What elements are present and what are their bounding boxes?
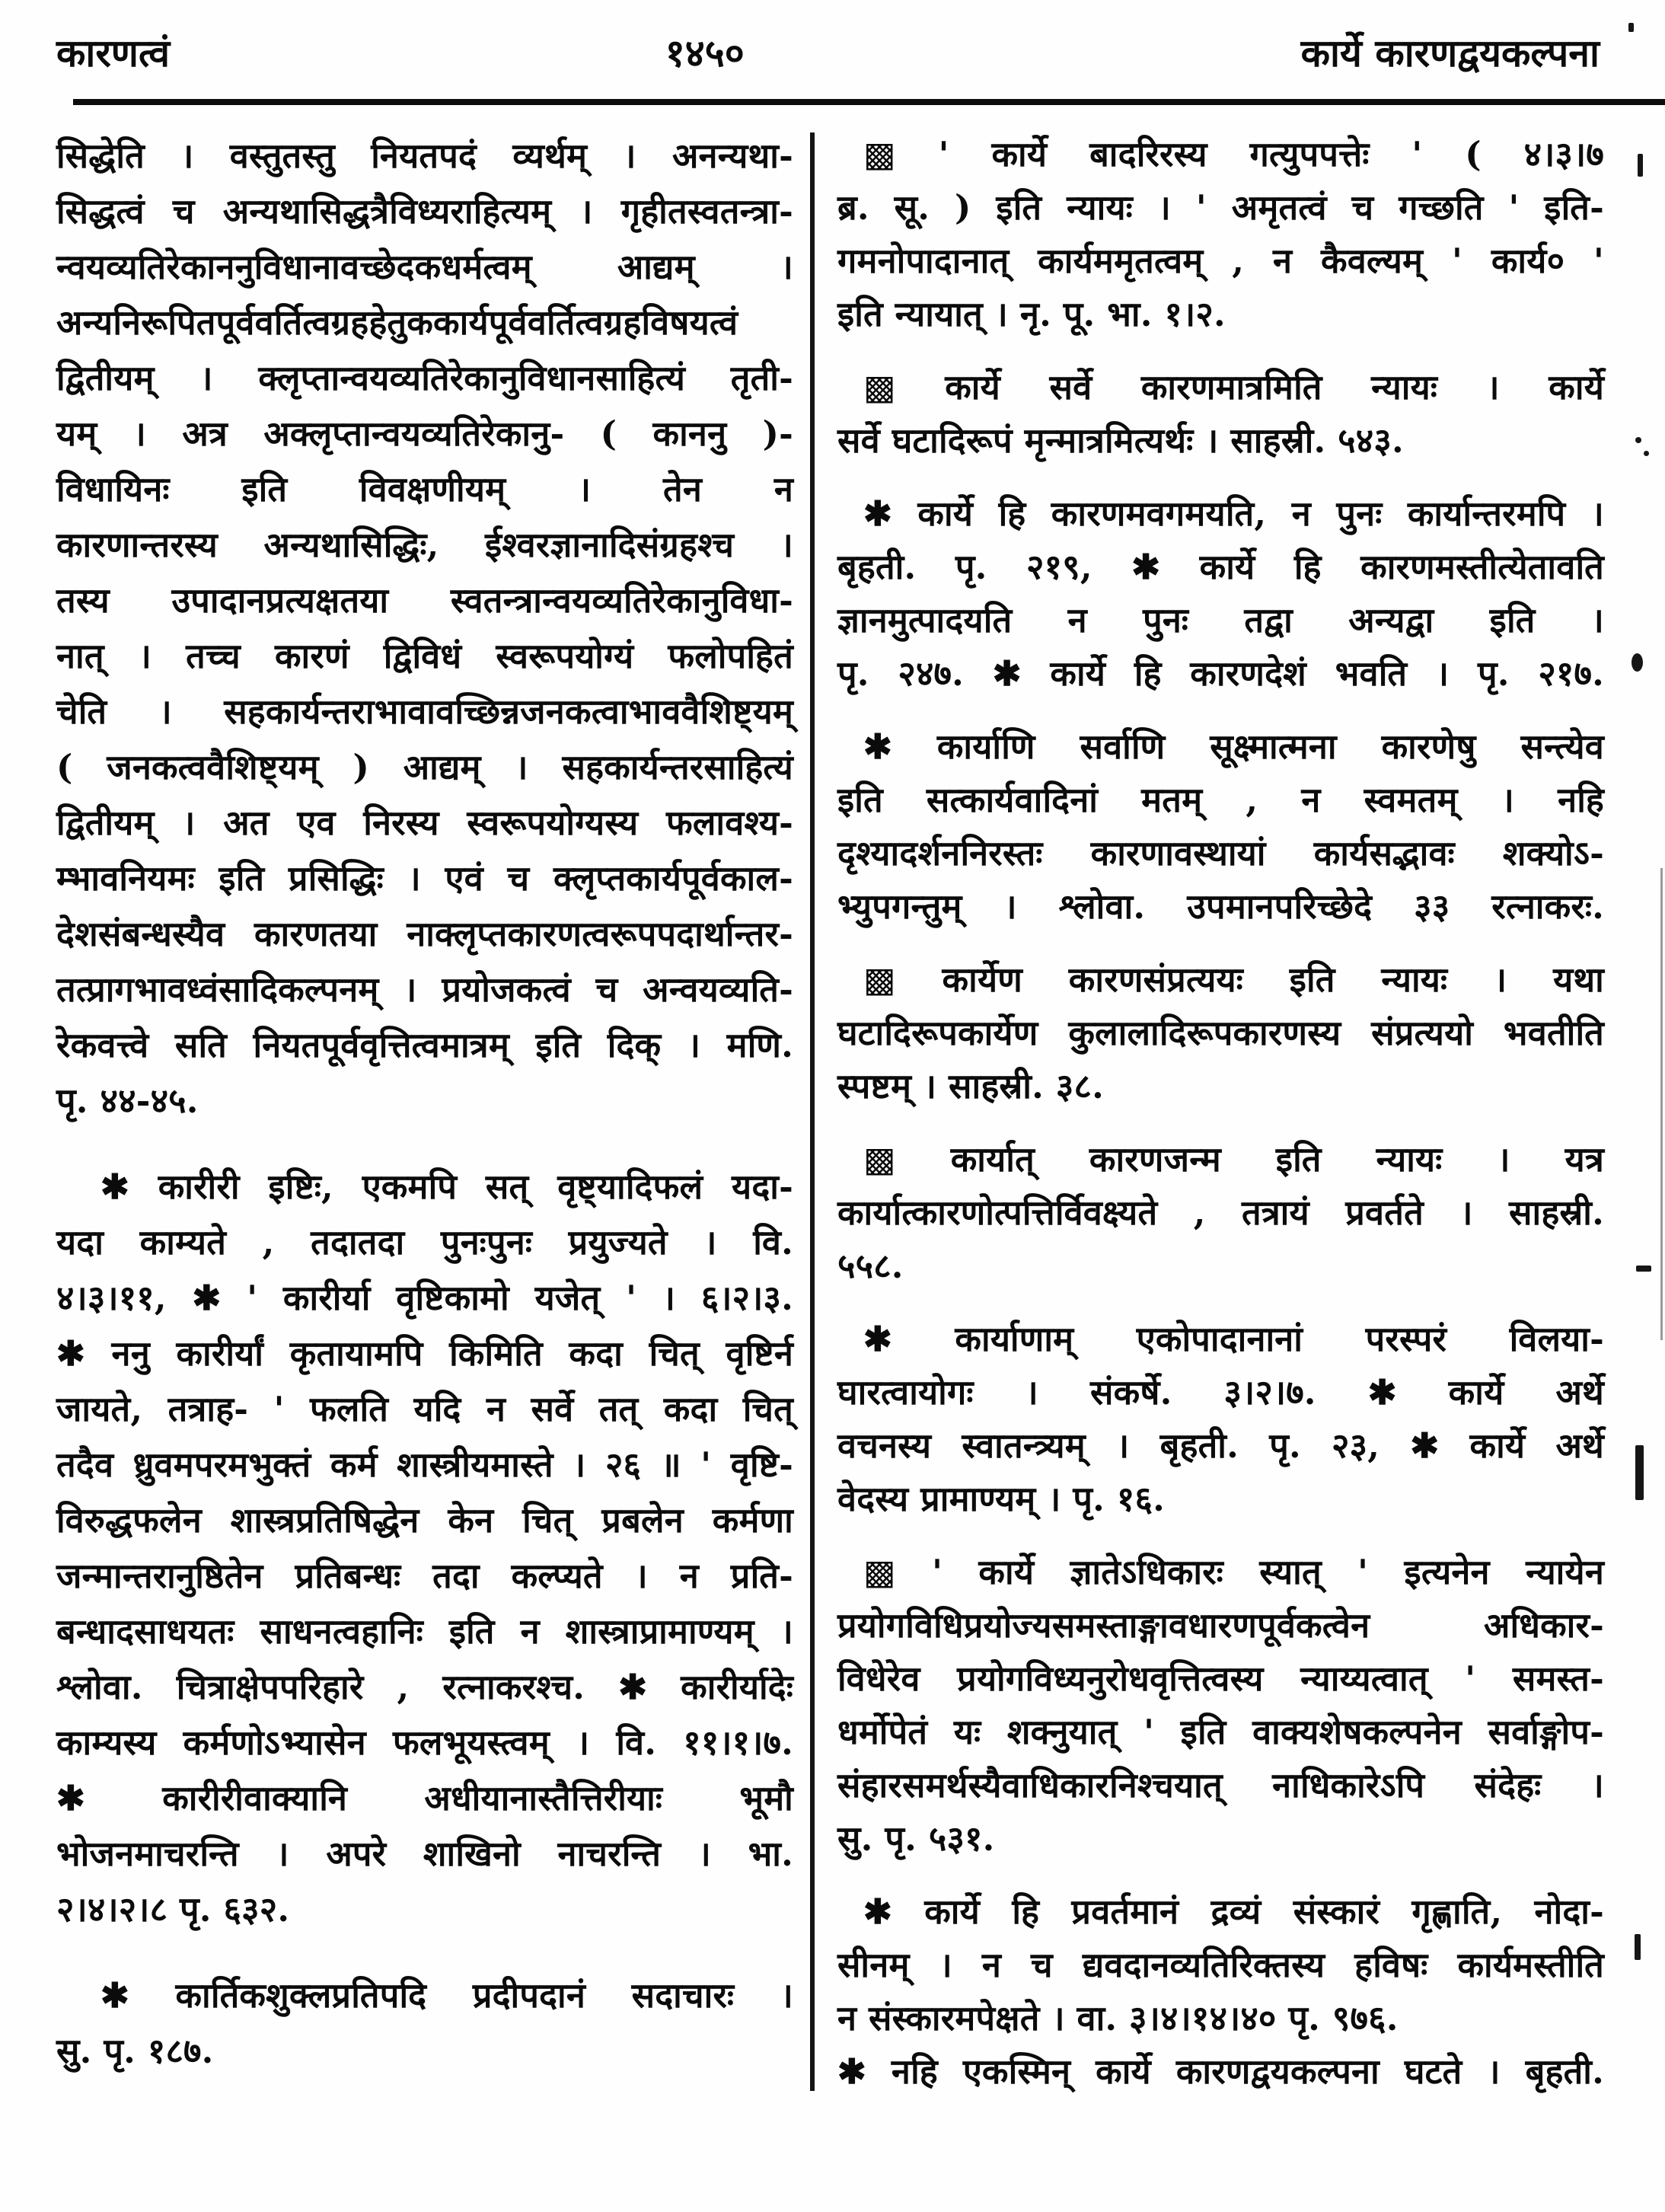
text-line: ✱ कार्याणाम् एकोपादानानां परस्परं विलया-: [863, 1319, 1604, 1359]
text-line: ज्ञानमुत्पादयति न पुनः तद्वा अन्यद्वा इति ।: [837, 600, 1604, 640]
text-line: सु. पृ. १८७.: [56, 2031, 214, 2071]
text-line: विरुद्धफलेन शास्त्रप्रतिषिद्धेन केन चित् प्रबलेन कर्मणा: [56, 1500, 793, 1540]
text-line: द्वितीयम् । क्लृप्तान्वयव्यतिरेकानुविधानसाहित्यं तृती-: [56, 358, 793, 398]
text-line: तस्य उपादानप्रत्यक्षतया स्वतन्त्रान्वयव्यतिरेकानुविधा-: [56, 580, 793, 621]
text-line: वचनस्य स्वातन्त्र्यम् । बृहती. पृ. २३, ✱ कार्ये अर्थे: [837, 1425, 1604, 1466]
text-line: कार्यात्कारणोत्पत्तिर्विवक्ष्यते , तत्रायं प्रवर्तते । साहस्री.: [837, 1192, 1604, 1233]
text-line: ▩ कार्ये सर्वे कारणमात्रमिति न्यायः । कार्ये: [863, 367, 1604, 407]
text-line: इति सत्कार्यवादिनां मतम् , न स्वमतम् । नहि: [837, 780, 1604, 820]
text-line: ▩ ' कार्ये बादरिरस्य गत्युपपत्तेः ' ( ४।३।७: [863, 134, 1604, 174]
header-rule: [73, 99, 1665, 105]
text-line: ✱ नहि एकस्मिन् कार्ये कारणद्वयकल्पना घटते । बृहती.: [837, 2051, 1604, 2092]
dictionary-entry: [837, 953, 1604, 1113]
text-line: सीनम् । न च द्यवदानव्यतिरिक्तस्य हविषः कार्यमस्तीति: [837, 1945, 1604, 1985]
dictionary-entry: [837, 128, 1604, 341]
dictionary-entry: [56, 1968, 793, 2079]
text-line: भोजनमाचरन्ति । अपरे शाखिनो नाचरन्ति । भा.: [56, 1834, 793, 1874]
dictionary-entry: [56, 1159, 793, 1937]
ink-speck: [1635, 1445, 1644, 1500]
text-line: ब्र. सू. ) इति न्यायः । ' अमृतत्वं च गच्छति ' इति-: [837, 187, 1604, 228]
page-edge-shadow: [1660, 868, 1663, 1340]
text-line: तदैव ध्रुवमपरमभुक्तं कर्म शास्त्रीयमास्ते । २६ ॥ ' वृष्टि-: [56, 1444, 793, 1485]
dictionary-entry: [837, 361, 1604, 468]
ink-speck: [1628, 23, 1634, 32]
text-line: श्लोवा. चित्राक्षेपपरिहारे , रत्नाकरश्च. ✱ कारीर्यादेः: [56, 1667, 793, 1707]
text-line: न्वयव्यतिरेकाननुविधानावच्छेदकधर्मत्वम् आद्यम् ।: [56, 247, 793, 287]
header-keyword-right: कार्ये कारणद्वयकल्पना: [1300, 30, 1600, 75]
text-line: इति न्यायात् । नृ. पू. भा. १।२.: [837, 294, 1226, 334]
text-line: सु. पृ. ५३१.: [837, 1818, 995, 1859]
text-line: स्पष्टम् । साहस्री. ३८.: [837, 1066, 1104, 1106]
text-line: देशसंबन्धस्यैव कारणतया नाक्लृप्तकारणत्वरूपपदार्थान्तर-: [56, 914, 793, 954]
text-line: पृ. २४७. ✱ कार्ये हि कारणदेशं भवति । पृ. २१७.: [837, 653, 1604, 694]
text-line: ५५८.: [837, 1246, 904, 1286]
header-keyword-left: कारणत्वं: [56, 30, 170, 75]
text-line: दृश्यादर्शननिरस्तः कारणावस्थायां कार्यसद्भावः शक्योऽ-: [837, 833, 1604, 873]
dictionary-entry: [56, 128, 793, 1128]
page-number: १४५०: [665, 30, 745, 75]
text-line: ✱ कार्तिकशुक्लप्रतिपदि प्रदीपदानं सदाचारः ।: [100, 1975, 793, 2016]
text-line: जायते, तत्राह- ' फलति यदि न सर्वे तत् कदा चित्: [56, 1389, 793, 1429]
dictionary-entry: [837, 1546, 1604, 1866]
text-line: ▩ ' कार्ये ज्ञातेऽधिकारः स्यात् ' इत्यनेन न्यायेन: [863, 1552, 1604, 1592]
dictionary-entry: [837, 487, 1604, 701]
text-line: ✱ कार्ये हि प्रवर्तमानं द्रव्यं संस्कारं गृह्णाति, नोदा-: [863, 1891, 1604, 1932]
dictionary-entry: [837, 1133, 1604, 1293]
ink-speck: [1632, 653, 1643, 672]
text-line: गमनोपादानात् कार्यममृतत्वम् , न कैवल्यम् ' कार्य० ': [837, 241, 1604, 281]
text-line: ▩ कार्यात् कारणजन्म इति न्यायः । यत्र: [863, 1139, 1604, 1179]
column-divider-rule: [810, 132, 815, 2091]
dictionary-entry: [837, 1885, 1604, 2099]
text-line: द्वितीयम् । अत एव निरस्य स्वरूपयोग्यस्य फलावश्य-: [56, 803, 793, 843]
text-line: भ्युपगन्तुम् । श्लोवा. उपमानपरिच्छेदे ३३ रत्नाकरः.: [837, 886, 1604, 927]
dictionary-entry: [837, 1313, 1604, 1526]
text-line: न संस्कारमपेक्षते । वा. ३।४।१४।४० पृ. ९७६.: [837, 1998, 1399, 2038]
text-line: अन्यनिरूपितपूर्ववर्तित्वग्रहहेतुककार्यपूर्ववर्तित्वग्रहविषयत्वं: [56, 302, 738, 343]
text-line: ✱ कार्ये हि कारणमवगमयति, न पुनः कार्यान्तरमपि ।: [863, 493, 1605, 534]
text-line: प्रयोगविधिप्रयोज्यसमस्ताङ्गावधारणपूर्वकत्वेन अधिकार-: [837, 1605, 1604, 1645]
text-line: घटादिरूपकार्येण कुलालादिरूपकारणस्य संप्रत्ययो भवतीति: [837, 1013, 1604, 1053]
text-line: कारणान्तरस्य अन्यथासिद्धिः, ईश्वरज्ञानादिसंग्रहश्च ।: [56, 525, 793, 565]
text-line: २।४।२।८ पृ. ६३२.: [56, 1889, 290, 1930]
text-line: पृ. ४४-४५.: [56, 1080, 199, 1121]
text-line: यदा काम्यते , तदातदा पुनःपुनः प्रयुज्यते । वि.: [56, 1222, 793, 1262]
left-column: [56, 128, 793, 2079]
text-line: म्भावनियमः इति प्रसिद्धिः । एवं च क्लृप्तकार्यपूर्वकाल-: [56, 858, 793, 899]
text-line: जन्मान्तरानुष्ठितेन प्रतिबन्धः तदा कल्प्यते । न प्रति-: [56, 1556, 793, 1596]
text-line: विधायिनः इति विवक्षणीयम् । तेन न: [56, 469, 793, 509]
text-line: सर्वे घटादिरूपं मृन्मात्रमित्यर्थः । साहस्री. ५४३.: [837, 420, 1404, 461]
text-line: सिद्धत्वं च अन्यथासिद्धत्रैविध्यराहित्यम् । गृहीतस्वतन्त्रा-: [56, 191, 793, 231]
text-line: ✱ कारीरीवाक्यानि अधीयानास्तैत्तिरीयाः भूमौ: [56, 1778, 793, 1818]
text-line: बन्धादसाधयतः साधनत्वहानिः इति न शास्त्राप्रामाण्यम् ।: [56, 1611, 793, 1652]
text-line: धर्मोपेतं यः शक्नुयात् ' इति वाक्यशेषकल्पनेन सर्वाङ्गोप-: [837, 1712, 1604, 1752]
text-line: संहारसमर्थस्यैवाधिकारनिश्चयात् नाधिकारेऽपि संदेहः ।: [837, 1765, 1604, 1805]
text-line: ( जनकत्ववैशिष्ट्यम् ) आद्यम् । सहकार्यन्तरसाहित्यं: [56, 747, 793, 787]
text-line: बृहती. पृ. २१९, ✱ कार्ये हि कारणमस्तीत्येतावति: [837, 547, 1604, 587]
text-line: काम्यस्य कर्मणोऽभ्यासेन फलभूयस्त्वम् । वि. ११।१।७.: [56, 1722, 793, 1763]
ink-speck: [1635, 1934, 1641, 1960]
text-line: घारत्वायोगः । संकर्षे. ३।२।७. ✱ कार्ये अर्थे: [837, 1372, 1604, 1412]
text-line: ४।३।११, ✱ ' कारीर्या वृष्टिकामो यजेत् ' । ६।२।३.: [56, 1278, 793, 1318]
text-line: तत्प्रागभावध्वंसादिकल्पनम् । प्रयोजकत्वं च अन्वयव्यति-: [56, 969, 793, 1010]
ink-speck: [1638, 154, 1643, 177]
page-header: [0, 0, 1665, 88]
ink-speck: [1635, 437, 1641, 443]
text-line: नात् । तच्च कारणं द्विविधं स्वरूपयोग्यं फलोपहितं: [56, 636, 793, 676]
text-line: रेकवत्त्वे सति नियतपूर्ववृत्तित्वमात्रम् इति दिक् । मणि.: [56, 1025, 793, 1065]
ink-speck: [1636, 1266, 1651, 1272]
dictionary-entry: [837, 720, 1604, 934]
text-line: चेति । सहकार्यन्तराभावावच्छिन्नजनकत्वाभाववैशिष्ट्यम्: [56, 691, 793, 732]
text-line: ✱ कारीरी इष्टिः, एकमपि सत् वृष्ट्यादिफलं यदा-: [100, 1167, 793, 1207]
text-line: यम् । अत्र अक्लृप्तान्वयव्यतिरेकानु- ( काननु )-: [56, 413, 793, 454]
ink-speck: [1644, 451, 1649, 456]
text-line: वेदस्य प्रामाण्यम् । पृ. १६.: [837, 1479, 1165, 1519]
right-column: [837, 128, 1632, 2118]
text-line: ✱ ननु कारीर्यां कृतायामपि किमिति कदा चित् वृष्टिर्न: [56, 1333, 793, 1374]
text-line: ▩ कार्येण कारणसंप्रत्ययः इति न्यायः । यथा: [863, 959, 1604, 1000]
text-line: सिद्धेति । वस्तुतस्तु नियतपदं व्यर्थम् । अनन्यथा-: [56, 136, 793, 176]
text-line: ✱ कार्याणि सर्वाणि सूक्ष्मात्मना कारणेषु सन्त्येव: [863, 726, 1604, 767]
text-line: विधेरेव प्रयोगविध्यनुरोधवृत्तित्वस्य न्याय्यत्वात् ' समस्त-: [837, 1658, 1604, 1699]
text-columns: [0, 105, 1665, 2118]
